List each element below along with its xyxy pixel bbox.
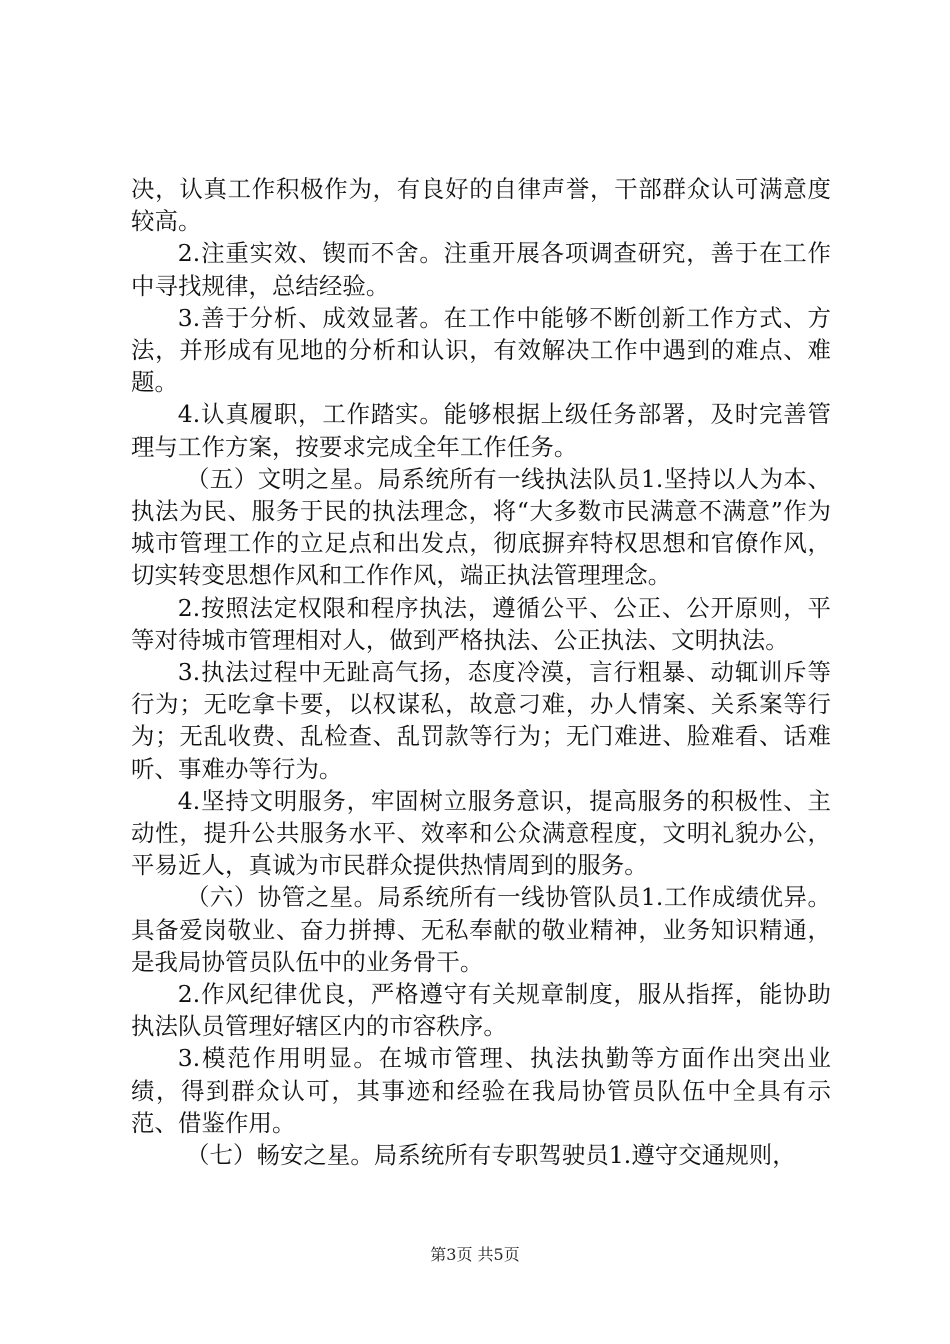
- paragraph: 3.执法过程中无趾高气扬，态度冷漠，言行粗暴、动辄训斥等行为；无吃拿卡要，以权谋私，故意刁难，办人情案、关系案等行为；无乱收费、乱检查、乱罚款等行为；无门难进、脸难看、话难听、事难办等行为。: [131, 658, 831, 783]
- paragraph: 2.注重实效、锲而不舍。注重开展各项调查研究，善于在工作中寻找规律，总结经验。: [131, 239, 831, 300]
- paragraph: 3.模范作用明显。在城市管理、执法执勤等方面作出突出业绩，得到群众认可，其事迹和经验在我局协管员队伍中全具有示范、借鉴作用。: [131, 1044, 831, 1137]
- paragraph: 4.坚持文明服务，牢固树立服务意识，提高服务的积极性、主动性，提升公共服务水平、效率和公众满意程度，文明礼貌办公，平易近人，真诚为市民群众提供热情周到的服务。: [131, 786, 831, 880]
- paragraph: 决，认真工作积极作为，有良好的自律声誉，干部群众认可满意度较高。: [131, 175, 831, 236]
- section-paragraph: （七）畅安之星。局系统所有专职驾驶员1.遵守交通规则，: [185, 1141, 796, 1170]
- paragraph: 2.按照法定权限和程序执法，遵循公平、公正、公开原则，平等对待城市管理相对人，做到严格执法、公正执法、文明执法。: [131, 593, 831, 654]
- paragraph: 4.认真履职，工作踏实。能够根据上级任务部署，及时完善管理与工作方案，按要求完成全年工作任务。: [131, 400, 831, 461]
- page-footer: 第3页 共5页: [430, 1245, 520, 1264]
- section-paragraph: （五）文明之星。局系统所有一线执法队员1.坚持以人为本、执法为民、服务于民的执法理念，将“大多数市民满意不满意”作为城市管理工作的立足点和出发点，彻底摒弃特权思想和官僚作风，切实转变思想作风和工作作风，端正执法管理理念。: [131, 464, 831, 590]
- document-body: [131, 173, 831, 1171]
- paragraph: 3.善于分析、成效显著。在工作中能够不断创新工作方式、方法，并形成有见地的分析和认识，有效解决工作中遇到的难点、难题。: [131, 303, 831, 397]
- paragraph: 2.作风纪律优良，严格遵守有关规章制度，服从指挥，能协助执法队员管理好辖区内的市容秩序。: [131, 980, 831, 1041]
- section-paragraph: （六）协管之星。局系统所有一线协管队员1.工作成绩优异。具备爱岗敬业、奋力拼搏、无私奉献的敬业精神，业务知识精通，是我局协管员队伍中的业务骨干。: [131, 883, 831, 976]
